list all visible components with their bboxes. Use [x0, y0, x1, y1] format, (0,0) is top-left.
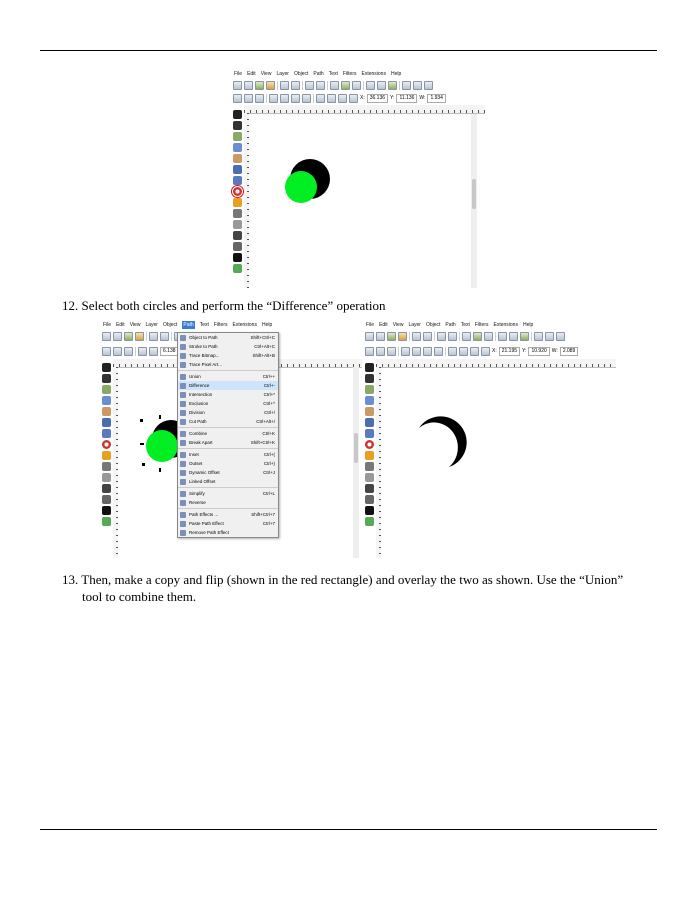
step-12 [62, 297, 386, 314]
menu-item-shortcut: Ctrl+Alt+C [254, 344, 275, 349]
controls-toolbar [362, 345, 578, 357]
step-text-line-1: Then, make a copy and flip (shown in the red rectangle) and overlay the two as shown. Use the “Union” [81, 572, 624, 587]
clone-icon[interactable] [413, 81, 422, 90]
copy-icon[interactable] [330, 81, 339, 90]
menu-object[interactable]: Object [293, 71, 309, 77]
select-all-icon[interactable] [233, 94, 242, 103]
exclusion-icon [180, 401, 186, 407]
step-number: 13. [62, 572, 79, 587]
spray-tool-icon[interactable] [233, 264, 242, 273]
menu-separator [178, 370, 278, 371]
menu-help[interactable]: Help [522, 322, 534, 328]
unlink-icon[interactable] [556, 332, 565, 341]
trace-pixel-art-icon [180, 362, 186, 368]
path-effects-icon [180, 512, 186, 518]
toolbar-separator [277, 81, 278, 90]
paste-path-effect-icon [180, 521, 186, 527]
toolbox [363, 363, 375, 526]
toolbar-separator [445, 347, 446, 356]
save-icon[interactable] [387, 332, 396, 341]
step-13 [62, 571, 662, 605]
zoom-tool-icon[interactable] [102, 396, 111, 405]
path-menu-item-path-effects[interactable] [178, 510, 278, 519]
text-tool-icon[interactable] [102, 506, 111, 515]
toolbar-separator [171, 332, 172, 341]
pen-tool-icon[interactable] [365, 484, 374, 493]
menu-view[interactable]: View [129, 322, 141, 328]
menu-item-label: Outset [189, 461, 203, 466]
flip-horizontal-icon[interactable] [423, 347, 432, 356]
path-menu-item-dynamic-offset[interactable] [178, 468, 278, 477]
calligraphy-tool-icon[interactable] [365, 495, 374, 504]
canvas[interactable] [250, 114, 470, 288]
zoom-selection-icon[interactable] [366, 81, 375, 90]
stroke-to-path-icon [180, 344, 186, 350]
menu-item-label: Difference [189, 383, 210, 388]
select-in-all-layers-icon[interactable] [376, 347, 385, 356]
footer-rule [40, 829, 657, 830]
reverse-icon [180, 500, 186, 506]
calligraphy-tool-icon[interactable] [233, 242, 242, 251]
measure-tool-icon[interactable] [233, 154, 242, 163]
lower-to-bottom-icon[interactable] [481, 347, 490, 356]
toolbar-separator [434, 332, 435, 341]
menu-item-label: Trace Bitmap... [189, 353, 220, 358]
unlink-icon[interactable] [424, 81, 433, 90]
menubar [99, 321, 272, 329]
menu-item-label: Simplify [189, 491, 205, 496]
3dbox-tool-icon[interactable] [365, 429, 374, 438]
path-menu-item-remove-path-effect[interactable] [178, 528, 278, 537]
x-input[interactable]: 36.136 [367, 94, 388, 103]
zoom-tool-icon[interactable] [365, 396, 374, 405]
menu-path[interactable]: Path [445, 322, 456, 328]
vertical-scrollbar[interactable] [471, 114, 477, 288]
menu-item-label: Trace Pixel Art... [189, 362, 222, 367]
star-tool-icon[interactable] [233, 198, 242, 207]
vertical-ruler [376, 367, 381, 558]
toolbar-separator [302, 81, 303, 90]
node-tool-icon[interactable] [233, 121, 242, 130]
green-circle[interactable] [146, 430, 178, 462]
clone-icon[interactable] [545, 332, 554, 341]
menu-item-shortcut: Shift+Ctrl+7 [251, 512, 275, 517]
zoom-page-icon[interactable] [388, 81, 397, 90]
menubar [362, 321, 533, 329]
path-menu-item-trace-pixel-art[interactable] [178, 360, 278, 369]
ellipse-tool-icon[interactable] [102, 440, 111, 449]
spray-tool-icon[interactable] [102, 517, 111, 526]
header-rule [40, 50, 657, 51]
w-input[interactable]: 1.934 [427, 94, 446, 103]
toolbox [231, 110, 243, 273]
rotate-ccw-icon[interactable] [401, 347, 410, 356]
command-toolbar [230, 79, 433, 91]
menu-edit[interactable]: Edit [247, 71, 256, 77]
star-tool-icon[interactable] [365, 451, 374, 460]
w-input[interactable]: 2.089 [560, 347, 579, 356]
import-icon[interactable] [280, 81, 289, 90]
deselect-icon[interactable] [387, 347, 396, 356]
toolbar-separator [327, 81, 328, 90]
export-icon[interactable] [291, 81, 300, 90]
path-menu-item-cut-path[interactable] [178, 417, 278, 426]
text-tool-icon[interactable] [233, 253, 242, 262]
trace-bitmap-icon [180, 353, 186, 359]
rotate-ccw-icon[interactable] [138, 347, 147, 356]
menu-text[interactable]: Text [328, 71, 338, 77]
y-input[interactable]: 10.920 [528, 347, 549, 356]
calligraphy-tool-icon[interactable] [102, 495, 111, 504]
menu-item-shortcut: Shift+Alt+B [252, 353, 275, 358]
print-icon[interactable] [266, 81, 275, 90]
step-text: Select both circles and perform the “Difference” operation [81, 298, 386, 313]
ellipse-tool-icon[interactable] [365, 440, 374, 449]
export-icon[interactable] [423, 332, 432, 341]
selector-tool-icon[interactable] [102, 363, 111, 372]
undo-icon[interactable] [305, 81, 314, 90]
menubar [230, 70, 401, 78]
path-menu-item-stroke-to-path[interactable] [178, 342, 278, 351]
menu-item-label: Remove Path Effect [189, 530, 229, 535]
vertical-ruler [244, 113, 249, 288]
redo-icon[interactable] [448, 332, 457, 341]
deselect-icon[interactable] [124, 347, 133, 356]
import-icon[interactable] [412, 332, 421, 341]
break-apart-icon [180, 440, 186, 446]
pencil-tool-icon[interactable] [365, 473, 374, 482]
raise-icon[interactable] [327, 94, 336, 103]
x-input[interactable]: 21.195 [499, 347, 520, 356]
combine-icon [180, 431, 186, 437]
open-icon[interactable] [244, 81, 253, 90]
flip-vertical-icon[interactable] [434, 347, 443, 356]
linked-offset-icon [180, 479, 186, 485]
menu-text[interactable]: Text [460, 322, 470, 328]
path-menu-item-union[interactable] [178, 372, 278, 381]
flip-vertical-icon[interactable] [302, 94, 311, 103]
step-text-line-2: tool to combine them. [82, 589, 197, 604]
intersection-icon [180, 392, 186, 398]
y-input[interactable]: 11.136 [396, 94, 417, 103]
rect-tool-icon[interactable] [233, 165, 242, 174]
path-menu-item-inset[interactable] [178, 450, 278, 459]
menu-item-label: Dynamic Offset [189, 470, 220, 475]
tweak-tool-icon[interactable] [365, 385, 374, 394]
path-menu-item-division[interactable] [178, 408, 278, 417]
horizontal-ruler [244, 105, 485, 114]
3dbox-tool-icon[interactable] [102, 429, 111, 438]
zoom-drawing-icon[interactable] [509, 332, 518, 341]
scrollbar-thumb[interactable] [354, 433, 358, 463]
save-icon[interactable] [124, 332, 133, 341]
select-in-all-layers-icon[interactable] [113, 347, 122, 356]
menu-filters[interactable]: Filters [342, 71, 357, 77]
menu-item-shortcut: Ctrl+/ [264, 410, 275, 415]
crescent-shape[interactable] [419, 416, 467, 467]
w-label: W: [551, 348, 558, 354]
toolbar-separator [313, 94, 314, 103]
menu-item-shortcut: Ctrl+J [263, 470, 275, 475]
menu-view[interactable]: View [392, 322, 404, 328]
select-all-icon[interactable] [365, 347, 374, 356]
path-menu-item-intersection[interactable] [178, 390, 278, 399]
toolbar-separator [459, 332, 460, 341]
rect-tool-icon[interactable] [102, 418, 111, 427]
menu-item-shortcut: Ctrl+Alt+/ [256, 419, 275, 424]
menu-filters[interactable]: Filters [474, 322, 489, 328]
toolbar-separator [399, 81, 400, 90]
toolbar-separator [531, 332, 532, 341]
toolbar-separator [363, 81, 364, 90]
object-to-path-icon [180, 335, 186, 341]
open-icon[interactable] [113, 332, 122, 341]
menu-item-shortcut: Ctrl+K [262, 431, 275, 436]
select-all-icon[interactable] [102, 347, 111, 356]
w-label: W: [419, 95, 426, 101]
path-menu-item-outset[interactable] [178, 459, 278, 468]
rotate-cw-icon[interactable] [149, 347, 158, 356]
path-menu-item-exclusion[interactable] [178, 399, 278, 408]
path-menu-item-object-to-path[interactable] [178, 333, 278, 342]
difference-icon [180, 383, 186, 389]
menu-file[interactable]: File [234, 71, 243, 77]
menu-separator [178, 448, 278, 449]
menu-item-shortcut: Ctrl+7 [262, 521, 275, 526]
text-tool-icon[interactable] [365, 506, 374, 515]
scrollbar-thumb[interactable] [472, 179, 476, 209]
division-icon [180, 410, 186, 416]
path-menu-item-simplify[interactable] [178, 489, 278, 498]
rect-tool-icon[interactable] [365, 418, 374, 427]
menu-item-label: Inset [189, 452, 199, 457]
menu-item-label: Stroke to Path [189, 344, 218, 349]
cut-icon[interactable] [473, 332, 482, 341]
open-icon[interactable] [376, 332, 385, 341]
menu-item-label: Reverse [189, 500, 206, 505]
y-label: Y: [390, 95, 395, 101]
toolbox [100, 363, 112, 526]
select-in-all-layers-icon[interactable] [244, 94, 253, 103]
new-icon[interactable] [233, 81, 242, 90]
menu-edit[interactable]: Edit [379, 322, 388, 328]
vertical-ruler [113, 367, 118, 558]
menu-item-shortcut: Shift+Ctrl+K [250, 440, 275, 445]
node-tool-icon[interactable] [365, 374, 374, 383]
raise-icon[interactable] [459, 347, 468, 356]
menu-item-shortcut: Ctrl+- [263, 383, 275, 388]
path-menu-item-paste-path-effect[interactable] [178, 519, 278, 528]
duplicate-icon[interactable] [402, 81, 411, 90]
menu-item-label: Intersection [189, 392, 213, 397]
rotate-cw-icon[interactable] [280, 94, 289, 103]
toolbar-separator [398, 347, 399, 356]
menu-object[interactable]: Object [425, 322, 441, 328]
rotate-cw-icon[interactable] [412, 347, 421, 356]
deselect-icon[interactable] [255, 94, 264, 103]
menu-extensions[interactable]: Extensions [493, 322, 518, 328]
copy-icon[interactable] [462, 332, 471, 341]
lower-to-bottom-icon[interactable] [349, 94, 358, 103]
measure-tool-icon[interactable] [102, 407, 111, 416]
selector-tool-icon[interactable] [233, 110, 242, 119]
green-circle[interactable] [285, 171, 317, 203]
controls-toolbar [230, 92, 446, 104]
menu-path[interactable]: Path [313, 71, 324, 77]
path-menu-item-trace-bitmap[interactable] [178, 351, 278, 360]
spiral-tool-icon[interactable] [365, 462, 374, 471]
zoom-drawing-icon[interactable] [377, 81, 386, 90]
vertical-scrollbar[interactable] [353, 367, 359, 558]
menu-layer[interactable]: Layer [276, 71, 289, 77]
menu-item-label: Cut Path [189, 419, 207, 424]
paste-icon[interactable] [484, 332, 493, 341]
menu-item-label: Linked Offset [189, 479, 216, 484]
menu-item-shortcut: Ctrl+* [263, 392, 275, 397]
spray-tool-icon[interactable] [365, 517, 374, 526]
save-icon[interactable] [255, 81, 264, 90]
paste-icon[interactable] [352, 81, 361, 90]
menu-item-label: Path Effects ... [189, 512, 219, 517]
menu-path[interactable]: Path [183, 322, 194, 328]
spiral-tool-icon[interactable] [102, 462, 111, 471]
inkscape-screenshot-difference-result [362, 321, 616, 558]
menu-item-shortcut: Ctrl+( [263, 452, 275, 457]
spiral-tool-icon[interactable] [233, 209, 242, 218]
tweak-tool-icon[interactable] [102, 385, 111, 394]
star-tool-icon[interactable] [102, 451, 111, 460]
x-label: X: [492, 348, 497, 354]
toolbar-separator [135, 347, 136, 356]
zoom-tool-icon[interactable] [233, 143, 242, 152]
canvas[interactable] [382, 367, 616, 558]
menu-layer[interactable]: Layer [408, 322, 421, 328]
measure-tool-icon[interactable] [365, 407, 374, 416]
print-icon[interactable] [398, 332, 407, 341]
path-menu-item-linked-offset[interactable] [178, 477, 278, 486]
toolbar-separator [266, 94, 267, 103]
menu-item-shortcut: Shift+Ctrl+C [250, 335, 275, 340]
menu-help[interactable]: Help [261, 322, 273, 328]
path-menu-item-reverse[interactable] [178, 498, 278, 507]
selector-tool-icon[interactable] [365, 363, 374, 372]
raise-to-top-icon[interactable] [448, 347, 457, 356]
import-icon[interactable] [149, 332, 158, 341]
menu-edit[interactable]: Edit [116, 322, 125, 328]
export-icon[interactable] [160, 332, 169, 341]
menu-filters[interactable]: Filters [213, 322, 228, 328]
toolbar-separator [409, 332, 410, 341]
menu-item-shortcut: Ctrl+^ [263, 401, 275, 406]
menu-layer[interactable]: Layer [145, 322, 158, 328]
menu-item-label: Paste Path Effect [189, 521, 224, 526]
menu-file[interactable]: File [366, 322, 375, 328]
pencil-tool-icon[interactable] [233, 220, 242, 229]
inset-icon [180, 452, 186, 458]
toolbar-separator [495, 332, 496, 341]
3dbox-tool-icon[interactable] [233, 176, 242, 185]
remove-path-effect-icon [180, 530, 186, 536]
node-tool-icon[interactable] [102, 374, 111, 383]
new-icon[interactable] [102, 332, 111, 341]
undo-icon[interactable] [437, 332, 446, 341]
zoom-selection-icon[interactable] [498, 332, 507, 341]
simplify-icon [180, 491, 186, 497]
new-icon[interactable] [365, 332, 374, 341]
ellipse-tool-icon[interactable] [233, 187, 242, 196]
outset-icon [180, 461, 186, 467]
path-menu-item-difference[interactable] [178, 381, 278, 390]
menu-help[interactable]: Help [390, 71, 402, 77]
zoom-page-icon[interactable] [520, 332, 529, 341]
step-number: 12. [62, 298, 79, 313]
tweak-tool-icon[interactable] [233, 132, 242, 141]
menu-item-label: Break Apart [189, 440, 213, 445]
x-input[interactable]: 6.138 [160, 347, 179, 356]
cut-path-icon [180, 419, 186, 425]
command-toolbar [362, 330, 565, 342]
menu-item-shortcut: Ctrl+) [263, 461, 275, 466]
menu-object[interactable]: Object [162, 322, 178, 328]
raise-to-top-icon[interactable] [316, 94, 325, 103]
menu-item-shortcut: Ctrl+L [262, 491, 275, 496]
pencil-tool-icon[interactable] [102, 473, 111, 482]
menu-extensions[interactable]: Extensions [232, 322, 257, 328]
x-label: X: [360, 95, 365, 101]
pen-tool-icon[interactable] [102, 484, 111, 493]
path-menu [177, 332, 279, 538]
menu-separator [178, 508, 278, 509]
menu-view[interactable]: View [260, 71, 272, 77]
menu-text[interactable]: Text [199, 322, 209, 328]
cut-icon[interactable] [341, 81, 350, 90]
toolbar-separator [146, 332, 147, 341]
print-icon[interactable] [135, 332, 144, 341]
menu-item-label: Union [189, 374, 201, 379]
redo-icon[interactable] [316, 81, 325, 90]
menu-item-label: Object to Path [189, 335, 218, 340]
menu-item-label: Division [189, 410, 205, 415]
lower-icon[interactable] [470, 347, 479, 356]
flip-horizontal-icon[interactable] [291, 94, 300, 103]
menu-separator [178, 427, 278, 428]
pen-tool-icon[interactable] [233, 231, 242, 240]
dynamic-offset-icon [180, 470, 186, 476]
menu-extensions[interactable]: Extensions [361, 71, 386, 77]
path-menu-item-combine[interactable] [178, 429, 278, 438]
path-menu-item-break-apart[interactable] [178, 438, 278, 447]
inkscape-screenshot-1 [230, 70, 485, 288]
menu-item-label: Combine [189, 431, 208, 436]
menu-separator [178, 487, 278, 488]
duplicate-icon[interactable] [534, 332, 543, 341]
rotate-ccw-icon[interactable] [269, 94, 278, 103]
lower-icon[interactable] [338, 94, 347, 103]
menu-item-shortcut: Ctrl++ [262, 374, 275, 379]
menu-item-label: Exclusion [189, 401, 209, 406]
menu-file[interactable]: File [103, 322, 112, 328]
inkscape-screenshot-difference-menu [99, 321, 362, 558]
union-icon [180, 374, 186, 380]
y-label: Y: [522, 348, 527, 354]
